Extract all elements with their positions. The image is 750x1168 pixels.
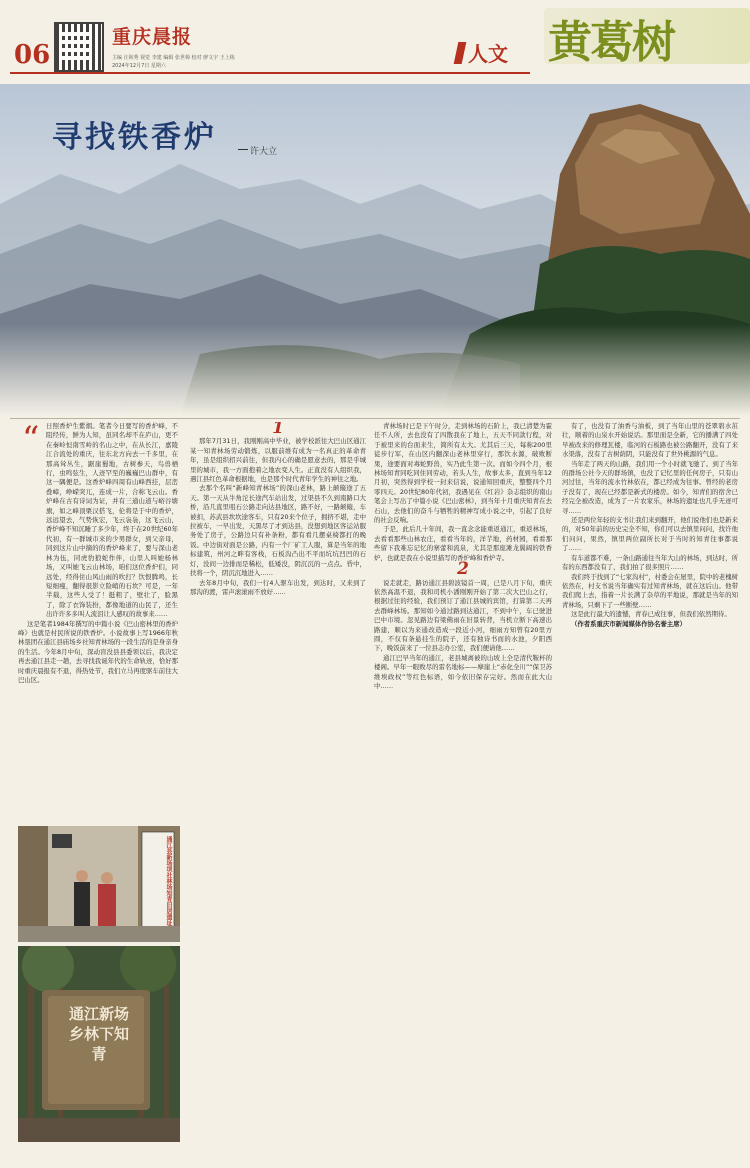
newspaper-name: 重庆晨报 — [112, 26, 193, 48]
article-column-3 — [374, 422, 552, 691]
qr-code-icon — [54, 22, 104, 72]
paragraph: 我们终于找到了“七家沟村”，村委会在屋里，院中的老槐树依然在，村支书说当年确实有过知青林场，就在这后山。他带我们爬上去，指着一片长满了杂草的平地说，那就是当年的知青林场，只剩下了一些断壁…… — [562, 572, 738, 609]
paragraph: 当年走了两天的山路，我们用一个小时就飞驰了。到了当年的群场公社今天的群场镇，也没了记忆里的任何房子，只有山河过往，当年的流水竹林依在，都已经成为往事。曾经的老房子没有了，现在已经都是新式的楼房。如今，知青们的宿舍已经完全被改造，成为了一片农家乐，林场的遗址也几乎无迹可寻…… — [562, 459, 738, 515]
paragraph: 通江巴早当年的通江，老县城离被的山坡上全是清代鞍杯的楼阁。早年一眼败尽的雷名地标——摩崖上“赤化全川”“保卫苏维埃政权”等红色标语，如今依旧保存完好。然而在此大山中…… — [374, 653, 552, 690]
section-number: 2 — [457, 559, 469, 580]
article-headline: 寻找铁香炉 — [52, 120, 217, 155]
issue-date: 2024年12月7日 星期六 — [112, 63, 166, 69]
paragraph: 有了，也没有了油香与油板，到了当年山里的苍翠碧水茁壮，顺着的山泉水开始说话。那里面是全新，它的播满了四处早被改来的修理瓦楼，临河的石板路也被公路翻开，没有了来水渠落，没有了古树荫阴，只能没有了世外桃源的气息。 — [562, 422, 738, 459]
paragraph: 还是两位年轻的支书让我们来到翻开，他们说他们也是新来的，对50年前的历史完全不知，你们可以去镇里问问，找许他们问问，果然，镇里两位副所长对于当时的知青往事都说了…… — [562, 516, 738, 553]
section-number: 1 — [272, 422, 284, 438]
header-rule — [10, 72, 530, 74]
paragraph: 青林场时已是下午时分，走到林场的石阶上，我已清楚为霍任不人所，去也没有了四散我在了地上，五天不同款行程，对于被里来的台面来生，简所有太大。尤其后三天，每称200里徒步行军，在山区内翻深山老林里穿行，那饮水源，破败断果，途要面对毒蛇野兽，实乃此生第一次。而如今四个月，根林场知青同吃同住同劳动，若头人生，故事太多，直到当年12月初，突然得到学校一封来信说，说通知回重庆，整整四个月零四天。20世纪80年代初，我遇见在《红岩》杂志组织的南山笔会上写出了中篇小说《巴山密林》，到当年十月重庆知青在去石山，去他们的奋斗与牺牲的精神写成小说之中，引起了良好的社会反响。 — [374, 422, 552, 525]
paragraph: 于是，此后几十年间，我一直念念能重返通江，重返林场，去看看那些山林农庄，看看当年的，洋芋地，药材园，看看那些留下我难忘记忆的寨蕾和流泉，尤其是那座滩龙翼阔的铁香炉，也就是我在小说里描写的香炉峰和香炉寺。 — [374, 525, 552, 562]
paragraph: 有车道都不难，一条山路通往当年大山的林场，到达时，所有的东西都没有了，我们拍了很多照片…… — [562, 553, 738, 572]
editor-credits: 主编 汪和秀 视觉 李建 编辑 张世樟 校对 廖文宇 王上栋 — [112, 55, 235, 61]
paragraph: 去那个名叫“新峰知青林场”的深山老林，路上颠簸途了五天。第一天从牛角沱长途汽车站出发，过渠县不久到南路口大桥，沿几直里咀石公路走向达县地区，路不好，一路颠簸，车被扣，苏武县坎坎途客车，只有20来个位子，拥挤不堪，走中拉被车，一早出发，天黑尽了才到达县，没想到地区客运站服务处了房子，公路边只有补条粉，都有看几摆桌椅都打的晚饭。中边街对面是公路，内有一个厂矿工人服，算是当年的地标建筑，州河之畔有客栈，石板沟凸出不平而坑坑凹凹的石灯，没间一边排而是稀松，低矮没，阴沉沉的一点点。昏中，扶将一个，阴沉沉地进入…… — [190, 484, 366, 578]
photo-memorial-plaque — [18, 826, 180, 942]
paragraph: 这是此行最大的遗憾，青春已成往事，但我们依然期待。 — [570, 610, 731, 619]
hero-divider — [10, 418, 740, 419]
article-column-2 — [190, 422, 366, 597]
article-column-1 — [18, 419, 178, 685]
paragraph: 说走就走，路访通江县碧波镜首一周，已是八月下旬，重庆依然高温不退，我和司机小潘刚刚开始了第二次大巴山之行，根据过往的经验，我们预订了通江县城的宾馆，打算第二天再去群峰林场。那知如今通过路到达通江，不到中午，车已驶进巴中市境。忽见路边有梁佛雨在旧景转背，当机立断下高速出路建，顺以为来通改造成一段近小河，细雨方知曾有20里方圆，不仅有条悬挂生的院子，还有独诗书而的水池，夕阳西下，晚饭前来了一位县志办公室，我们便请他…… — [374, 578, 552, 653]
paragraph: 日照香炉生紫烟。笔者今日要写的香炉峰，不阻经传，鲜为人知，虽同名却不在庐山，更不在秦岭恒南雪岭的名山之中，在从长江，嘉陵江合流处的重庆，往东北方向去一千多里，在那高耸丛生，踞崖蜀地，古树参天，鸟兽栖行，虫鸣弦生，人迹罕至的巍巍巴山群中，有这一隅便是。这香炉峰四周有山峰西挂，层峦叠嶂，峥嵘突兀，连成一片，合称飞云山。香炉峰在古有诗词为证，并有三通山道与峪谷塘旗，如之峰顶栗汉搭飞，伦将是于中的香炉，远远望去，气势恢宏，飞云袅袅，这飞云山，香炉峰不知沉睡了多少年，终于在20世纪60年代初，有一群城市来的少男群女，到父亲母，同到这片山中摘的的香炉峰来了，要与深山老林为伍，同虎豹狼蛇作伴，山里人叫她杨林场，又叫她飞云山林场，咱们这位香炉们，同远处，经得住山风山雨的吹打？饮恨腾鸣，长短细瘦，翻得很影立险峭的石坎？可是，一年半载，这些人受了！挺粗了，壁壮了，脸黑了，除了衣饰装扮，都像地道的山民了，还生出许许多多叫人流泪让人感叹的故事来…… — [46, 422, 178, 619]
paragraph: 去年8月中旬，我们一行4人驱车出发，到达时，又来到了那沟的渡，雷声滚滚雨不放好…… — [190, 578, 366, 596]
drop-quote-icon: “ — [22, 419, 40, 459]
plaque-text: 通江县新场坝社林场知青旧居遗址 — [165, 836, 172, 926]
article-column-4 — [562, 422, 738, 629]
paragraph: 那年7月31日，我刚刚高中毕业，被学校派往大巴山区通江某一知青林场劳动锻炼，以服前维有成为一名真正的革命青年，虽是组织招兴前往，但我内心的确是愿意去的，那是乎城里的城市，我一方面抱着之地农变人生。正直没有人组织我，遇江县红色革命根据地，也是那个时代青年学生的神往之地。 — [190, 437, 366, 484]
photo-forest-sign — [18, 946, 180, 1142]
sign-text: 通江新场乡林下知青 — [68, 1005, 129, 1063]
article-byline: 许大立 — [250, 147, 278, 157]
author-note: （作者系重庆市新闻媒体作协名誉主席） — [570, 619, 686, 628]
paragraph: 这是笔者1984年撰写的中篇小说《巴山密林里的香炉峰》也就是村民所说的铁香炉。小说故事上写1966年秋林垦团在通江县庙场乡社知青林场的一段生活的是身亲身的生活。今年8月中旬，深动盲没县县委领以后，我决定再去通江县走一趟，去寻找我诞年代的生命轨迹，恰好那时重庆晨报有不退，得热处节，我们立马再度驱车前往大巴山区。 — [18, 619, 178, 684]
byline-dash — [238, 149, 248, 150]
hero-landscape-image — [0, 84, 750, 416]
column-title: 黄葛树 — [548, 17, 674, 68]
page-number: 06 — [14, 40, 51, 70]
section-label: 人文 — [468, 42, 508, 66]
